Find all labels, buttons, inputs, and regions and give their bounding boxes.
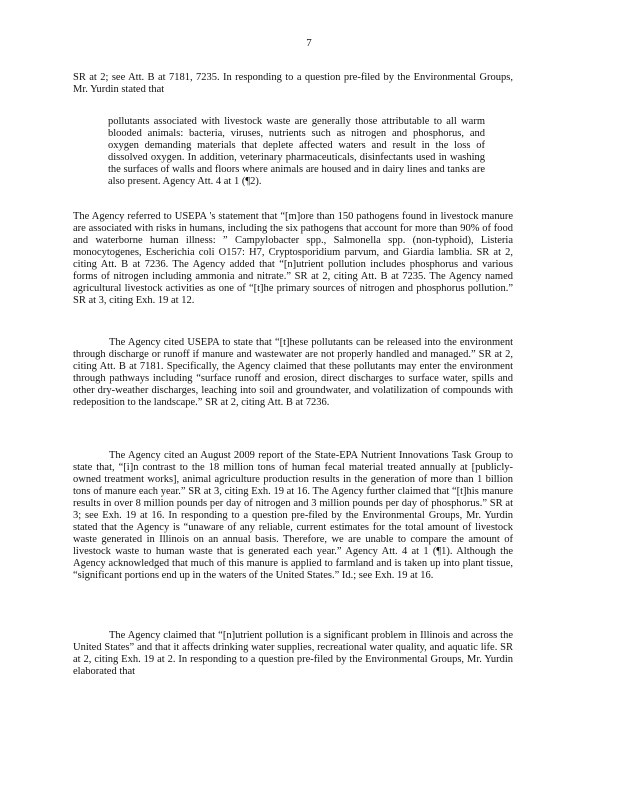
paragraph-3: The Agency cited USEPA to state that “[t]hese pollutants can be released into the environment through discharge or runoff if manure and wastewater are not properly handled and managed.” SR at 2, citing Att. B at 7181. Specifically, the Agency claimed that these pollutants may enter the environment through pathways including “surface runoff and erosion, direct discharges to surface water, spills and other dry-weather discharges, leaching into soil and groundwater, and volatilization of compounds with redeposition to the landscape.” SR at 2, citing Att. B at 7236. — [73, 337, 513, 408]
block-quote: pollutants associated with livestock waste are generally those attributable to all warm blooded animals: bacteria, viruses, nutrients such as nitrogen and phosphorus, and oxygen demanding materials that deplete affected waters and result in the loss of dissolved oxygen. In addition, veterinary pharmaceuticals, disinfectants used in washing the surfaces of walls and floors where animals are housed and in dairy lines and tanks are also present. Agency Att. 4 at 1 (¶2). — [108, 116, 485, 187]
paragraph-5: The Agency claimed that “[n]utrient pollution is a significant problem in Illinois and across the United States” and that it affects drinking water supplies, recreational water quality, and aquatic life. SR at 2, citing Exh. 19 at 2. In responding to a question pre-filed by the Environmental Groups, Mr. Yurdin elaborated that — [73, 630, 513, 677]
paragraph-2: The Agency referred to USEPA 's statement that “[m]ore than 150 pathogens found in livestock manure are associated with risks in humans, including the six pathogens that account for more than 90% of food and waterborne human illness: ” Campylobacter spp., Salmonella spp. (non-typhoid), Listeria monocytogenes, Escherichia coli O157: H7, Cryptosporidium parvum, and Giardia lamblia. SR at 2, citing Att. B at 7236. The Agency added that “[n]utrient pollution includes phosphorus and various forms of nitrogen including ammonia and nitrate.” SR at 2, citing Att. B at 7235. The Agency named agricultural livestock activities as one of “[t]he primary sources of nitrogen and phosphorus pollution.” SR at 3, citing Exh. 19 at 12. — [73, 211, 513, 306]
paragraph-1: SR at 2; see Att. B at 7181, 7235. In responding to a question pre-filed by the Environmental Groups, Mr. Yurdin stated that — [73, 72, 513, 95]
paragraph-4: The Agency cited an August 2009 report of the State-EPA Nutrient Innovations Task Group to state that, “[i]n contrast to the 18 million tons of human fecal material treated annually at [publicly-owned treatment works], animal agriculture production results in the generation of more than 1 billion tons of manure each year.” SR at 3, citing Exh. 19 at 16. The Agency further claimed that “[t]his manure results in over 8 million pounds per day of nitrogen and 3 million pounds per day of phosphorus.” SR at 3; see Exh. 19 at 16. In responding to a question pre-filed by the Environmental Groups, Mr. Yurdin stated that the Agency is “unaware of any reliable, current estimates for the total amount of livestock waste generated in Illinois on an annual basis. Therefore, we are unable to compare the amount of livestock waste to human waste that is generated each year.” Agency Att. 4 at 1 (¶1). Although the Agency acknowledged that much of this manure is applied to farmland and is taken up into plant tissue, “significant portions end up in the waters of the United States.” Id.; see Exh. 19 at 16. — [73, 450, 513, 581]
page-number: 7 — [306, 37, 312, 49]
